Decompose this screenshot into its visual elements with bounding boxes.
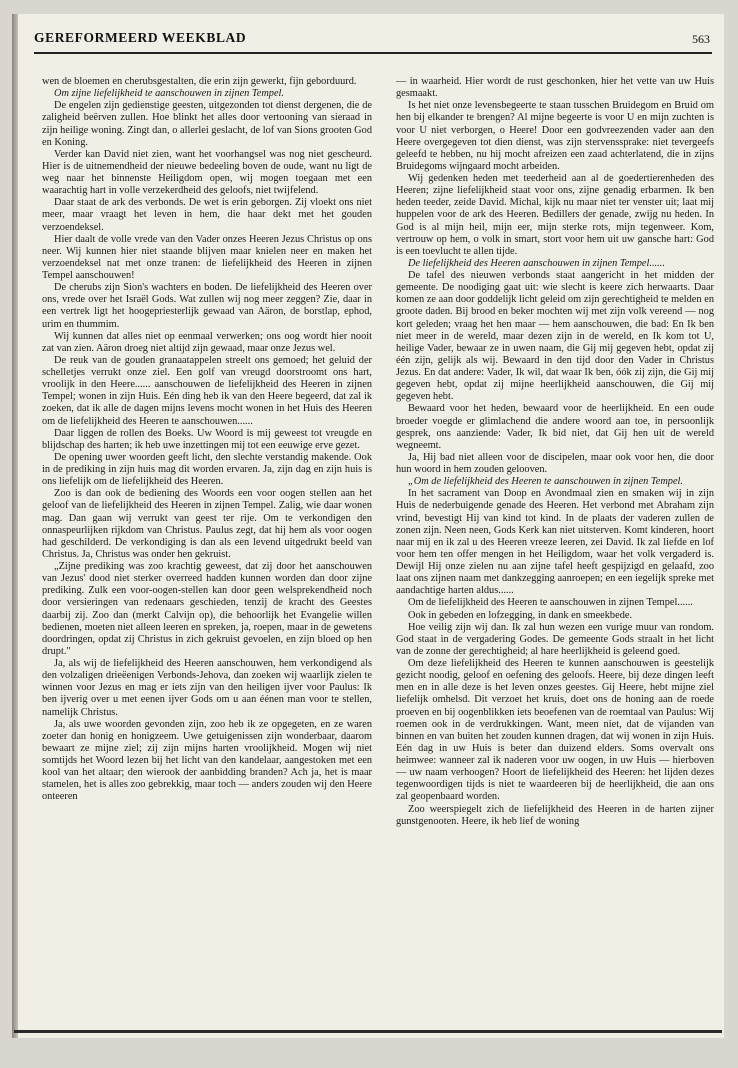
- paragraph: Hoe veilig zijn wij dan. Ik zal hun wezen een vurige muur van rondom. God staat in de vergadering Godes. De gemeente Gods straalt in het licht van de zonne der gerechtigheid; al hare heerlijkheid is geleend goed.: [396, 621, 714, 657]
- right-text-column: [396, 76, 714, 1020]
- left-text-column: [42, 76, 372, 1020]
- page-header: [34, 28, 712, 54]
- paragraph: De opening uwer woorden geeft licht, den slechte verstandig makende. Ook in de prediking in zijn huis mag dit worden ervaren. Ja, zijn dag en zijn huis is ons liefelijk om de liefelijkheid des Heeren.: [42, 451, 372, 488]
- paragraph: Om zijne liefelijkheid te aanschouwen in zijnen Tempel.: [54, 88, 285, 100]
- paragraph: Zoo weerspiegelt zich de liefelijkheid des Heeren in de harten zijner gunstgenooten. Heere, ik heb lief de woning: [396, 803, 714, 827]
- paragraph: Ook in gebeden en lofzegging, in dank en smeekbede.: [408, 609, 633, 621]
- bottom-rule: [14, 1030, 722, 1033]
- paragraph: De tafel des nieuwen verbonds staat aangericht in het midden der gemeente. De noodiging gaat uit: wie slecht is keere zich herwaarts. Daar komen ze aan door goddelijk licht geleid om zijn gerechtigheid te melden en groote daden. Bij brood en beker mochten wij met zijn volk vereend — nog kort geleden; vraag het hen maar — hem aanschouwen, die bad: En Ik ben niet meer in de wereld, maar dezen zijn in de wereld, en Ik kom tot U, heilige Vader, bewaar ze in uwen naam, die Gij mij gegeven hebt, opdat zij één zijn, gelijk als wij. Bewaard in den tijd door den Vader in Christus Jezus. En dat andere: Vader, Ik wil, dat waar Ik ben, óók zij zijn, die Gij mij gegeven hebt, opdat zij mijne heerlijkheid aanschouwen, die Gij mij gegeven hebt.: [396, 270, 714, 403]
- paragraph: De liefelijkheid des Heeren aanschouwen in zijnen Tempel......: [408, 257, 665, 269]
- page-number: 563: [692, 32, 710, 46]
- paragraph: Daar staat de ark des verbonds. De wet is erin geborgen. Zij vloekt ons niet meer, maar vraagt het leven in hem, die haar dekt met het gouden verzoendeksel.: [42, 197, 372, 233]
- paragraph: Bewaard voor het heden, bewaard voor de heerlijkheid. En een oude broeder voegde er glimlachend die andere woord aan toe, in persoonlijk gesprek, ons aanziende: Vader, Ik bid niet, dat Gij hen uit de wereld wegneemt.: [396, 403, 714, 451]
- paragraph: „Zijne prediking was zoo krachtig geweest, dat zij door het aanschouwen van Jezus' dood niet sterker overreed hadden kunnen worden dan door zijne prediking. Zulk een voor-oogen-stellen kan door geen welsprekendheid noch door versieringen van redenaars geschieden, tenzij de kracht des Geestes daarbij zij. Zoo dan (merkt Calvijn op), die behoorlijk het Evangelie willen bedienen, moeten niet alleen leeren en spreken, ja, roepen, maar in de gewetens doordringen, opdat zij Christus in zich gekruist gevoelen, en zijn bloed op hen drupt.": [42, 561, 372, 657]
- paragraph: Om de liefelijkheid des Heeren te aanschouwen in zijnen Tempel......: [408, 597, 693, 609]
- paragraph: Ja, als wij de liefelijkheid des Heeren aanschouwen, hem verkondigend als den volzaligen drieëenigen Verbonds-Jehova, dan zoeken wij waarlijk zielen te winnen voor Jezus en mag er iets zijn van den heiligen ijver voor Paulus: Ik ben ijverig over u met eenen ijver Gods om u aan éénen man voor te stellen, namelijk Christus.: [42, 658, 372, 718]
- paragraph: In het sacrament van Doop en Avondmaal zien en smaken wij in zijn Huis de nederbuigende genade des Heeren. Het verbond met Abraham zijn vrind, bevestigt Hij van kind tot kind. In de plaats der vaderen zullen de zonen zijn. Neen neen, Gods Kerk kan niet uitsterven. Komt kinderen, hoort naar mij en ik zal u des Heeren vreeze leeren, zei David. Ik zal liefde en lof voor hem ten offer mengen in het Heiligdom, waar het volk vergaderd is. Dewijl Hij onze zielen nu aan zijne tafel heeft gespijzigd en gelaafd, zoo laat ons zijnen naam met dankzegging aanroepen; en een iegelijk spreke met aandachtige harten aldus......: [396, 488, 714, 597]
- paragraph: Verder kan David niet zien, want het voorhangsel was nog niet gescheurd. Hier is de uitnemendheid der nieuwe bedeeling boven de oude, want nu ligt de weg naar het binnenste Heiligdom open, wij mogen toegaan met een waarachtig hart in volle verzekerdheid des geloofs, niet twijfelend.: [42, 148, 372, 197]
- paragraph: Zoo is dan ook de bediening des Woords een voor oogen stellen aan het geloof van de liefelijkheid des Heeren in zijnen Tempel. Zalig, wie daar wonen mag. Dan gaan wij verrukt van geest ter rije. Om te verkondigen den onnaspeurlijken rijkdom van Christus. Paulus zegt, dat hij hem als voor oogen had geschilderd. De verkondiging is dan als een levend uitgedrukt beeld van Christus. Ja, Christus was onder hen gekruist.: [42, 488, 372, 560]
- paragraph: Wij gedenken heden met teederheid aan al de goedertierenheden des Heeren; zijne liefelijkheid staat voor ons, zijne genadig erbarmen. Ik ben heden teeder, zeide David. Michal, kijk nu maar niet ter venster uit; laat mij huppelen voor de ark des Heeren. Bedillers der genade, zwijg nu heden. In God is al mijn heil, mijn eer, mijn sterke rots, mijn tegenweer. Kom, vertrouw op hem, o volk in smart, stort voor hem uit uw gansche hart: God is een toevlucht te allen tijde.: [396, 173, 714, 257]
- page-binding-edge: [12, 14, 18, 1038]
- paragraph: Daar liggen de rollen des Boeks. Uw Woord is mij geweest tot vreugde en blijdschap des harten; ik heb uwe inzettingen mij tot een eeuwige erve gezet.: [42, 427, 372, 451]
- paragraph: Om deze liefelijkheid des Heeren te kunnen aanschouwen is geestelijk gezicht noodig, geloof en oefening des geloofs. Heere, bij deze dingen leeft men en in alle deze is het leven onzes geestes. Gij Heere, hebt mijne ziel liefelijk omhelsd. Dit verzoet het kruis, doet ons de honing aan de roede proeven en bij oogenblikken iets beoefenen van de roemtaal van Paulus: Wij roemen ook in de verdrukkingen. Want, meen niet, dat de vijanden van binnen en van buiten het zouden kunnen dragen, dat wij wonen in zijn Huis. Eén dag in uw Huis is beter dan duizend elders. Soms overvalt ons heimwee: wanneer zal ik naderen voor uw oogen, in uw Huis — hierboven — uw naam verhoogen? Hoort de liefelijkheid des Heeren: het lijden dezes tegenwoordigen tijds is niet te waardeeren bij de heerlijkheid, die aan ons zal geopenbaard worden.: [396, 658, 714, 803]
- paragraph: Wij kunnen dat alles niet op eenmaal verwerken; ons oog wordt hier nooit zat van zien. Aäron droeg niet altijd zijn gewaad, maar onze Jezus wel.: [42, 330, 372, 354]
- document-page: [12, 14, 724, 1038]
- paragraph: Is het niet onze levensbegeerte te staan tusschen Bruidegom en Bruid om hen bij elkander te brengen? Al mijne begeerte is voor U en mijn zuchten is voor U niet verborgen, o Heere! Door een godvreezenden vader aan den Heere overgegeven tot dien dienst, was zijn stervenssprake: niet tevergeefs geleefd te hebben, nu hij mocht afreizen een zaad achterlatend, die in zijns Bruidegoms wijngaard mocht arbeiden.: [396, 100, 714, 172]
- paragraph: De cherubs zijn Sion's wachters en boden. De liefelijkheid des Heeren over ons, vrede over het Israël Gods. Wat zullen wij nog meer zeggen? Zie, daar in een vertrek ligt het hoogepriesterlijk gewaad van Aäron, de borstlap, ephod, urim en thummim.: [42, 282, 372, 330]
- paragraph: wen de bloemen en cherubsgestalten, die erin zijn gewerkt, fijn geborduurd.: [42, 76, 357, 87]
- paragraph: De reuk van de gouden granaatappelen streelt ons gemoed; het geluid der schelletjes verrukt onze ziel. Een golf van vreugd doorstroomt ons hart, vroolijk in den Heere...... aanschouwen de liefelijkheid des Heeren in zijnen Tempel; wonen in zijn Huis. Eén ding heb ik van den Heere begeerd, dat zal ik zoeken, dat ik alle de dagen mijns levens mocht wonen in het Huis des Heeren om de liefelijkheid des Heeren te aanschouwen......: [42, 354, 372, 427]
- paragraph: Ja, als uwe woorden gevonden zijn, zoo heb ik ze opgegeten, en ze waren zoeter dan honig en honigzeem. Uwe getuigenissen zijn wonderbaar, daarom bewaart ze mijne ziel; zij zijn mijns harten vroolijkheid. Mogen wij niet somtijds het Woord lezen bij het licht van den kandelaar, aangestoken met een kool van het altaar; den wierook der aanbidding branden? Ach ja, het is maar stamelen, het is alles zoo gebrekkig, maar toch — anders zouden wij den Heere onteeren: [42, 718, 372, 803]
- paragraph: Hier daalt de volle vrede van den Vader onzes Heeren Jezus Christus op ons neer. Wij kunnen hier niet staande blijven maar knielen neer en maken het verzoendeksel nat met onze tranen: de liefelijkheid des Heeren in zijnen Tempel aanschouwen!: [42, 233, 372, 281]
- paragraph: „Om de liefelijkheid des Heeren te aanschouwen in zijnen Tempel.: [408, 476, 684, 488]
- paragraph: Ja, Hij bad niet alleen voor de discipelen, maar ook voor hen, die door hun woord in hem zouden gelooven.: [396, 451, 714, 475]
- journal-title: GEREFORMEERD WEEKBLAD: [34, 30, 247, 45]
- paragraph: De engelen zijn gedienstige geesten, uitgezonden tot dienst dergenen, die de zaligheid beërven zullen. Hoe blinkt het alles door vertooning van sieraad in zijn heilige woning. Zingt dan, o allerlei geslacht, de lof van Sions grooten God en Koning.: [42, 100, 372, 148]
- paragraph: — in waarheid. Hier wordt de rust geschonken, hier het vette van uw Huis gesmaakt.: [396, 76, 714, 100]
